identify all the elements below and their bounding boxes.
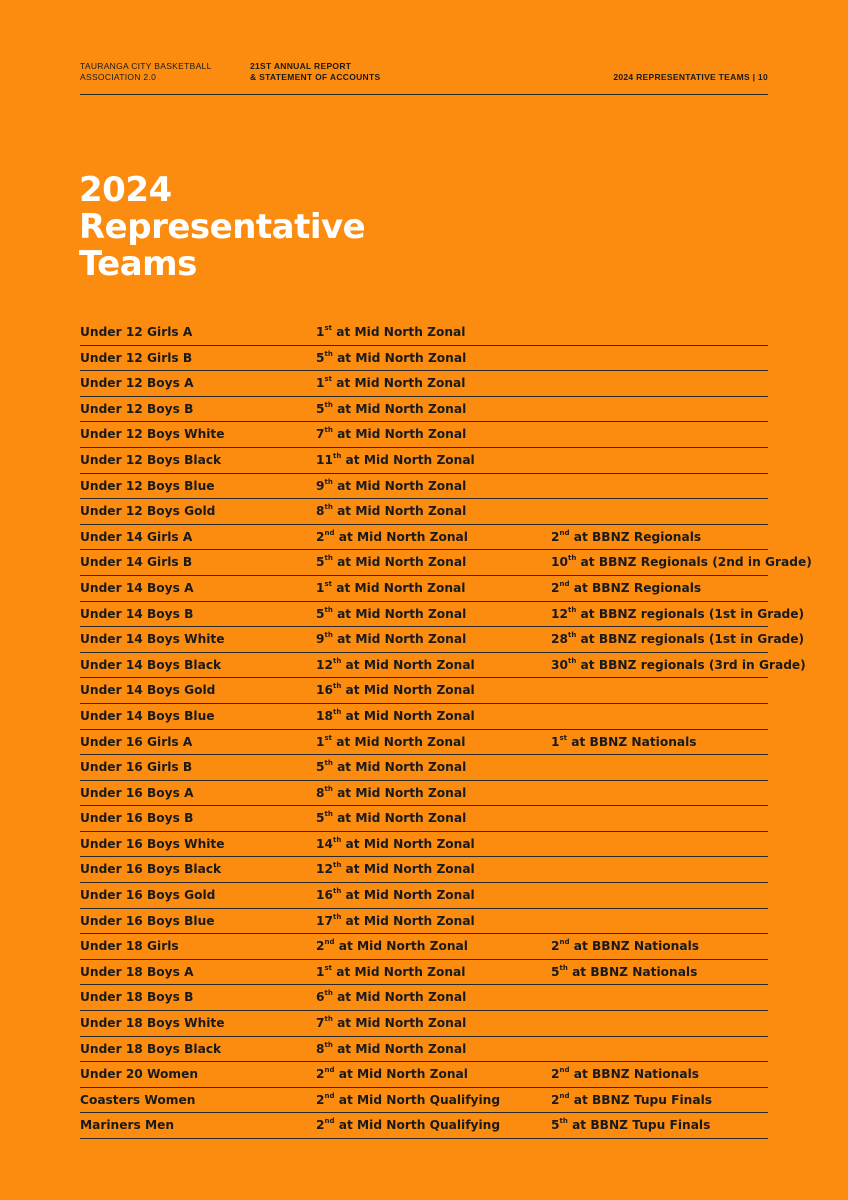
result-text: at Mid North Zonal	[332, 811, 467, 826]
national-result	[551, 939, 699, 953]
result-text: at BBNZ regionals (1st in Grade)	[576, 632, 805, 647]
result-rank-suffix: th	[332, 887, 342, 896]
table-row	[80, 960, 768, 986]
header-report-title	[250, 61, 380, 83]
team-name: Mariners Men	[80, 1118, 175, 1133]
result-rank-suffix: th	[332, 451, 342, 460]
table-row	[80, 525, 768, 551]
zonal-result	[316, 683, 475, 697]
team-name: Under 16 Boys Blue	[80, 913, 215, 928]
result-rank-suffix: th	[324, 426, 333, 435]
zonal-result	[316, 1093, 500, 1107]
result-rank-suffix: th	[324, 503, 333, 512]
table-row	[80, 576, 768, 602]
result-text: at Mid North Zonal	[332, 580, 466, 595]
result-rank: 2	[316, 939, 325, 954]
results-table	[80, 320, 812, 1139]
result-text: at Mid North Zonal	[332, 990, 467, 1005]
result-rank: 5	[316, 760, 325, 775]
team-name: Under 14 Boys A	[80, 580, 194, 595]
team-name: Under 12 Girls B	[80, 350, 193, 365]
table-row	[80, 730, 768, 756]
table-row	[80, 1011, 768, 1037]
result-rank: 11	[316, 452, 333, 467]
result-rank: 18	[316, 708, 333, 723]
header-org-line: ASSOCIATION 2.0	[80, 72, 157, 82]
national-result	[551, 735, 697, 749]
team-name: Coasters Women	[80, 1092, 196, 1107]
result-rank: 2	[551, 939, 560, 954]
table-row	[80, 934, 768, 960]
national-result	[551, 1093, 712, 1107]
zonal-result	[316, 1016, 466, 1030]
team-name: Under 14 Girls B	[80, 555, 193, 570]
result-text: at BBNZ regionals (3rd in Grade)	[576, 657, 806, 672]
zonal-result	[316, 914, 475, 928]
result-rank-suffix: st	[559, 733, 567, 742]
zonal-result	[316, 351, 466, 365]
zonal-result	[316, 1118, 500, 1132]
result-rank-suffix: th	[332, 707, 342, 716]
zonal-result	[316, 888, 475, 902]
result-rank-suffix: nd	[324, 1066, 335, 1075]
result-rank: 9	[316, 478, 325, 493]
team-name: Under 14 Girls A	[80, 529, 193, 544]
result-text: at Mid North Zonal	[332, 376, 466, 391]
result-rank: 8	[316, 504, 325, 519]
result-text: at Mid North Zonal	[332, 555, 467, 570]
result-text: at Mid North Qualifying	[334, 1092, 501, 1107]
page-header	[80, 61, 768, 95]
result-text: at Mid North Zonal	[341, 913, 475, 928]
result-text: at Mid North Zonal	[332, 1016, 467, 1031]
result-text: at Mid North Zonal	[332, 427, 467, 442]
zonal-result	[316, 402, 466, 416]
result-rank-suffix: nd	[324, 938, 335, 947]
result-rank-suffix: th	[324, 605, 333, 614]
header-org-line: TAURANGA CITY BASKETBALL	[80, 61, 212, 71]
result-text: at BBNZ Nationals	[567, 734, 697, 749]
team-name: Under 16 Girls A	[80, 734, 193, 749]
result-text: at Mid North Zonal	[332, 964, 466, 979]
result-text: at Mid North Zonal	[332, 504, 467, 519]
result-text: at Mid North Zonal	[332, 478, 467, 493]
result-rank: 5	[316, 401, 325, 416]
table-row	[80, 883, 768, 909]
result-text: at Mid North Zonal	[332, 350, 467, 365]
result-text: at Mid North Zonal	[334, 939, 468, 954]
team-name: Under 20 Women	[80, 1067, 199, 1082]
result-rank-suffix: th	[332, 912, 342, 921]
result-rank: 5	[316, 555, 325, 570]
result-rank-suffix: th	[324, 784, 333, 793]
result-rank: 2	[316, 1118, 325, 1133]
team-name: Under 16 Boys Gold	[80, 888, 216, 903]
zonal-result	[316, 1042, 466, 1056]
result-rank-suffix: st	[324, 963, 332, 972]
result-rank-suffix: th	[324, 400, 333, 409]
result-text: at Mid North Zonal	[332, 401, 467, 416]
result-rank-suffix: th	[324, 554, 333, 563]
result-text: at Mid North Zonal	[341, 683, 475, 698]
result-rank: 6	[316, 990, 325, 1005]
team-name: Under 18 Boys B	[80, 990, 194, 1005]
zonal-result	[316, 607, 466, 621]
result-rank: 12	[551, 606, 568, 621]
result-rank: 5	[316, 606, 325, 621]
zonal-result	[316, 504, 466, 518]
result-rank: 1	[316, 376, 325, 391]
table-row	[80, 781, 768, 807]
table-row	[80, 704, 768, 730]
zonal-result	[316, 658, 475, 672]
national-result	[551, 632, 804, 646]
page-title	[79, 172, 365, 283]
result-text: at BBNZ Nationals	[569, 1067, 700, 1082]
result-rank-suffix: st	[324, 324, 332, 332]
team-name: Under 16 Boys White	[80, 836, 225, 851]
team-name: Under 14 Boys Black	[80, 657, 222, 672]
zonal-result	[316, 632, 466, 646]
team-name: Under 18 Boys White	[80, 1016, 225, 1031]
table-row	[80, 1062, 768, 1088]
result-rank-suffix: nd	[559, 579, 570, 588]
table-row	[80, 1037, 768, 1063]
result-rank-suffix: th	[324, 477, 333, 486]
result-rank: 1	[551, 734, 560, 749]
zonal-result	[316, 811, 466, 825]
result-rank: 8	[316, 785, 325, 800]
table-row	[80, 397, 768, 423]
result-rank: 9	[316, 632, 325, 647]
result-rank: 10	[551, 555, 568, 570]
table-row	[80, 806, 768, 832]
result-rank: 2	[551, 1067, 560, 1082]
title-line: 2024	[79, 170, 172, 210]
zonal-result	[316, 760, 466, 774]
result-text: at BBNZ Tupu Finals	[567, 1118, 711, 1133]
result-rank: 30	[551, 657, 568, 672]
result-rank: 16	[316, 888, 333, 903]
result-rank: 2	[316, 1067, 325, 1082]
result-rank-suffix: th	[567, 631, 577, 640]
zonal-result	[316, 939, 468, 953]
table-row	[80, 371, 768, 397]
zonal-result	[316, 453, 475, 467]
result-rank: 2	[551, 1092, 560, 1107]
team-name: Under 18 Girls	[80, 939, 179, 954]
result-rank-suffix: th	[332, 835, 342, 844]
result-rank-suffix: th	[324, 349, 333, 358]
result-rank-suffix: th	[332, 656, 342, 665]
result-rank-suffix: th	[324, 759, 333, 768]
result-text: at Mid North Qualifying	[334, 1118, 501, 1133]
national-result	[551, 581, 701, 595]
table-row	[80, 550, 812, 576]
zonal-result	[316, 376, 465, 390]
header-report-line: & STATEMENT OF ACCOUNTS	[250, 72, 381, 82]
zonal-result	[316, 325, 465, 339]
header-page-label: 2024 REPRESENTATIVE TEAMS | 10	[613, 72, 768, 82]
result-rank: 14	[316, 836, 333, 851]
result-rank: 5	[316, 811, 325, 826]
result-rank-suffix: nd	[324, 528, 335, 537]
result-text: at BBNZ Regionals (2nd in Grade)	[576, 555, 812, 570]
result-rank: 2	[316, 1092, 325, 1107]
team-name: Under 12 Boys Black	[80, 452, 222, 467]
zonal-result	[316, 581, 465, 595]
result-text: at Mid North Zonal	[332, 734, 466, 749]
team-name: Under 18 Boys Black	[80, 1041, 222, 1056]
result-rank: 7	[316, 427, 325, 442]
zonal-result	[316, 862, 475, 876]
zonal-result	[316, 555, 466, 569]
result-text: at Mid North Zonal	[341, 657, 475, 672]
header-organisation	[80, 61, 212, 83]
result-text: at Mid North Zonal	[341, 836, 475, 851]
result-rank: 28	[551, 632, 568, 647]
result-text: at Mid North Zonal	[341, 888, 475, 903]
zonal-result	[316, 479, 466, 493]
title-line: Representative	[79, 207, 366, 247]
table-row	[80, 602, 805, 628]
result-rank: 5	[551, 964, 560, 979]
team-name: Under 12 Boys Gold	[80, 504, 216, 519]
result-text: at Mid North Zonal	[334, 529, 468, 544]
result-text: at Mid North Zonal	[341, 862, 475, 877]
national-result	[551, 658, 806, 672]
table-row	[80, 346, 768, 372]
team-name: Under 14 Boys White	[80, 632, 225, 647]
result-text: at BBNZ Regionals	[569, 529, 702, 544]
result-rank-suffix: st	[324, 579, 332, 588]
team-name: Under 12 Boys Blue	[80, 478, 215, 493]
result-rank-suffix: nd	[559, 1066, 570, 1075]
result-rank: 17	[316, 913, 333, 928]
result-rank: 1	[316, 734, 325, 749]
team-name: Under 14 Boys Blue	[80, 708, 215, 723]
result-rank-suffix: nd	[559, 528, 570, 537]
result-rank-suffix: th	[567, 656, 577, 665]
table-row	[80, 857, 768, 883]
result-rank-suffix: th	[567, 554, 577, 563]
table-row	[80, 985, 768, 1011]
result-rank-suffix: th	[324, 989, 333, 998]
zonal-result	[316, 990, 466, 1004]
table-row	[80, 627, 805, 653]
team-name: Under 12 Boys White	[80, 427, 225, 442]
result-rank-suffix: th	[559, 1117, 568, 1126]
zonal-result	[316, 1067, 468, 1081]
result-text: at Mid North Zonal	[332, 632, 467, 647]
result-rank-suffix: th	[332, 861, 342, 870]
zonal-result	[316, 530, 468, 544]
table-row	[80, 1088, 768, 1114]
table-row	[80, 653, 806, 679]
team-name: Under 18 Boys A	[80, 964, 194, 979]
team-name: Under 14 Boys B	[80, 606, 194, 621]
result-rank-suffix: st	[324, 733, 332, 742]
team-name: Under 12 Boys B	[80, 401, 194, 416]
table-row	[80, 422, 768, 448]
result-rank: 7	[316, 1016, 325, 1031]
table-row	[80, 474, 768, 500]
result-rank: 2	[551, 529, 560, 544]
result-rank-suffix: th	[567, 605, 577, 614]
result-rank-suffix: st	[324, 375, 332, 384]
result-text: at BBNZ Nationals	[567, 964, 698, 979]
result-rank-suffix: nd	[324, 1091, 335, 1100]
result-rank: 1	[316, 580, 325, 595]
result-text: at BBNZ regionals (1st in Grade)	[576, 606, 805, 621]
national-result	[551, 965, 697, 979]
table-row	[80, 678, 768, 704]
result-rank-suffix: th	[324, 810, 333, 819]
table-row	[80, 320, 768, 346]
zonal-result	[316, 965, 465, 979]
result-rank: 8	[316, 1041, 325, 1056]
result-rank: 2	[551, 580, 560, 595]
team-name: Under 16 Boys B	[80, 811, 194, 826]
result-text: at BBNZ Nationals	[569, 939, 700, 954]
result-rank: 5	[316, 350, 325, 365]
result-rank: 16	[316, 683, 333, 698]
table-row	[80, 832, 768, 858]
table-row	[80, 909, 768, 935]
result-rank-suffix: th	[332, 682, 342, 691]
national-result	[551, 1067, 699, 1081]
result-rank: 2	[316, 529, 325, 544]
result-rank-suffix: th	[324, 631, 333, 640]
result-rank: 12	[316, 657, 333, 672]
team-name: Under 16 Girls B	[80, 760, 193, 775]
national-result	[551, 1118, 710, 1132]
table-row	[80, 499, 768, 525]
result-rank-suffix: th	[559, 963, 568, 972]
team-name: Under 12 Girls A	[80, 325, 193, 339]
team-name: Under 12 Boys A	[80, 376, 194, 391]
result-rank: 1	[316, 325, 325, 339]
result-text: at Mid North Zonal	[341, 708, 475, 723]
team-name: Under 16 Boys Black	[80, 862, 222, 877]
national-result	[551, 607, 804, 621]
team-name: Under 16 Boys A	[80, 785, 194, 800]
result-rank-suffix: th	[324, 1040, 333, 1049]
zonal-result	[316, 427, 466, 441]
result-rank: 12	[316, 862, 333, 877]
result-text: at Mid North Zonal	[332, 785, 467, 800]
result-rank: 5	[551, 1118, 560, 1133]
result-rank-suffix: nd	[559, 1091, 570, 1100]
result-rank-suffix: nd	[559, 938, 570, 947]
result-text: at Mid North Zonal	[332, 606, 467, 621]
zonal-result	[316, 786, 466, 800]
result-rank-suffix: nd	[324, 1117, 335, 1126]
result-text: at Mid North Zonal	[332, 1041, 467, 1056]
result-text: at BBNZ Regionals	[569, 580, 702, 595]
team-name: Under 14 Boys Gold	[80, 683, 216, 698]
result-text: at Mid North Zonal	[332, 760, 467, 775]
zonal-result	[316, 709, 475, 723]
table-row	[80, 755, 768, 781]
table-row	[80, 448, 768, 474]
result-text: at Mid North Zonal	[334, 1067, 468, 1082]
zonal-result	[316, 837, 475, 851]
table-row	[80, 1113, 768, 1139]
header-report-line: 21ST ANNUAL REPORT	[250, 61, 352, 71]
national-result	[551, 555, 812, 569]
result-text: at Mid North Zonal	[332, 325, 466, 339]
result-text: at Mid North Zonal	[341, 452, 475, 467]
zonal-result	[316, 735, 465, 749]
result-text: at BBNZ Tupu Finals	[569, 1092, 713, 1107]
result-rank: 1	[316, 964, 325, 979]
title-line: Teams	[79, 244, 197, 284]
national-result	[551, 530, 701, 544]
result-rank-suffix: th	[324, 1015, 333, 1024]
